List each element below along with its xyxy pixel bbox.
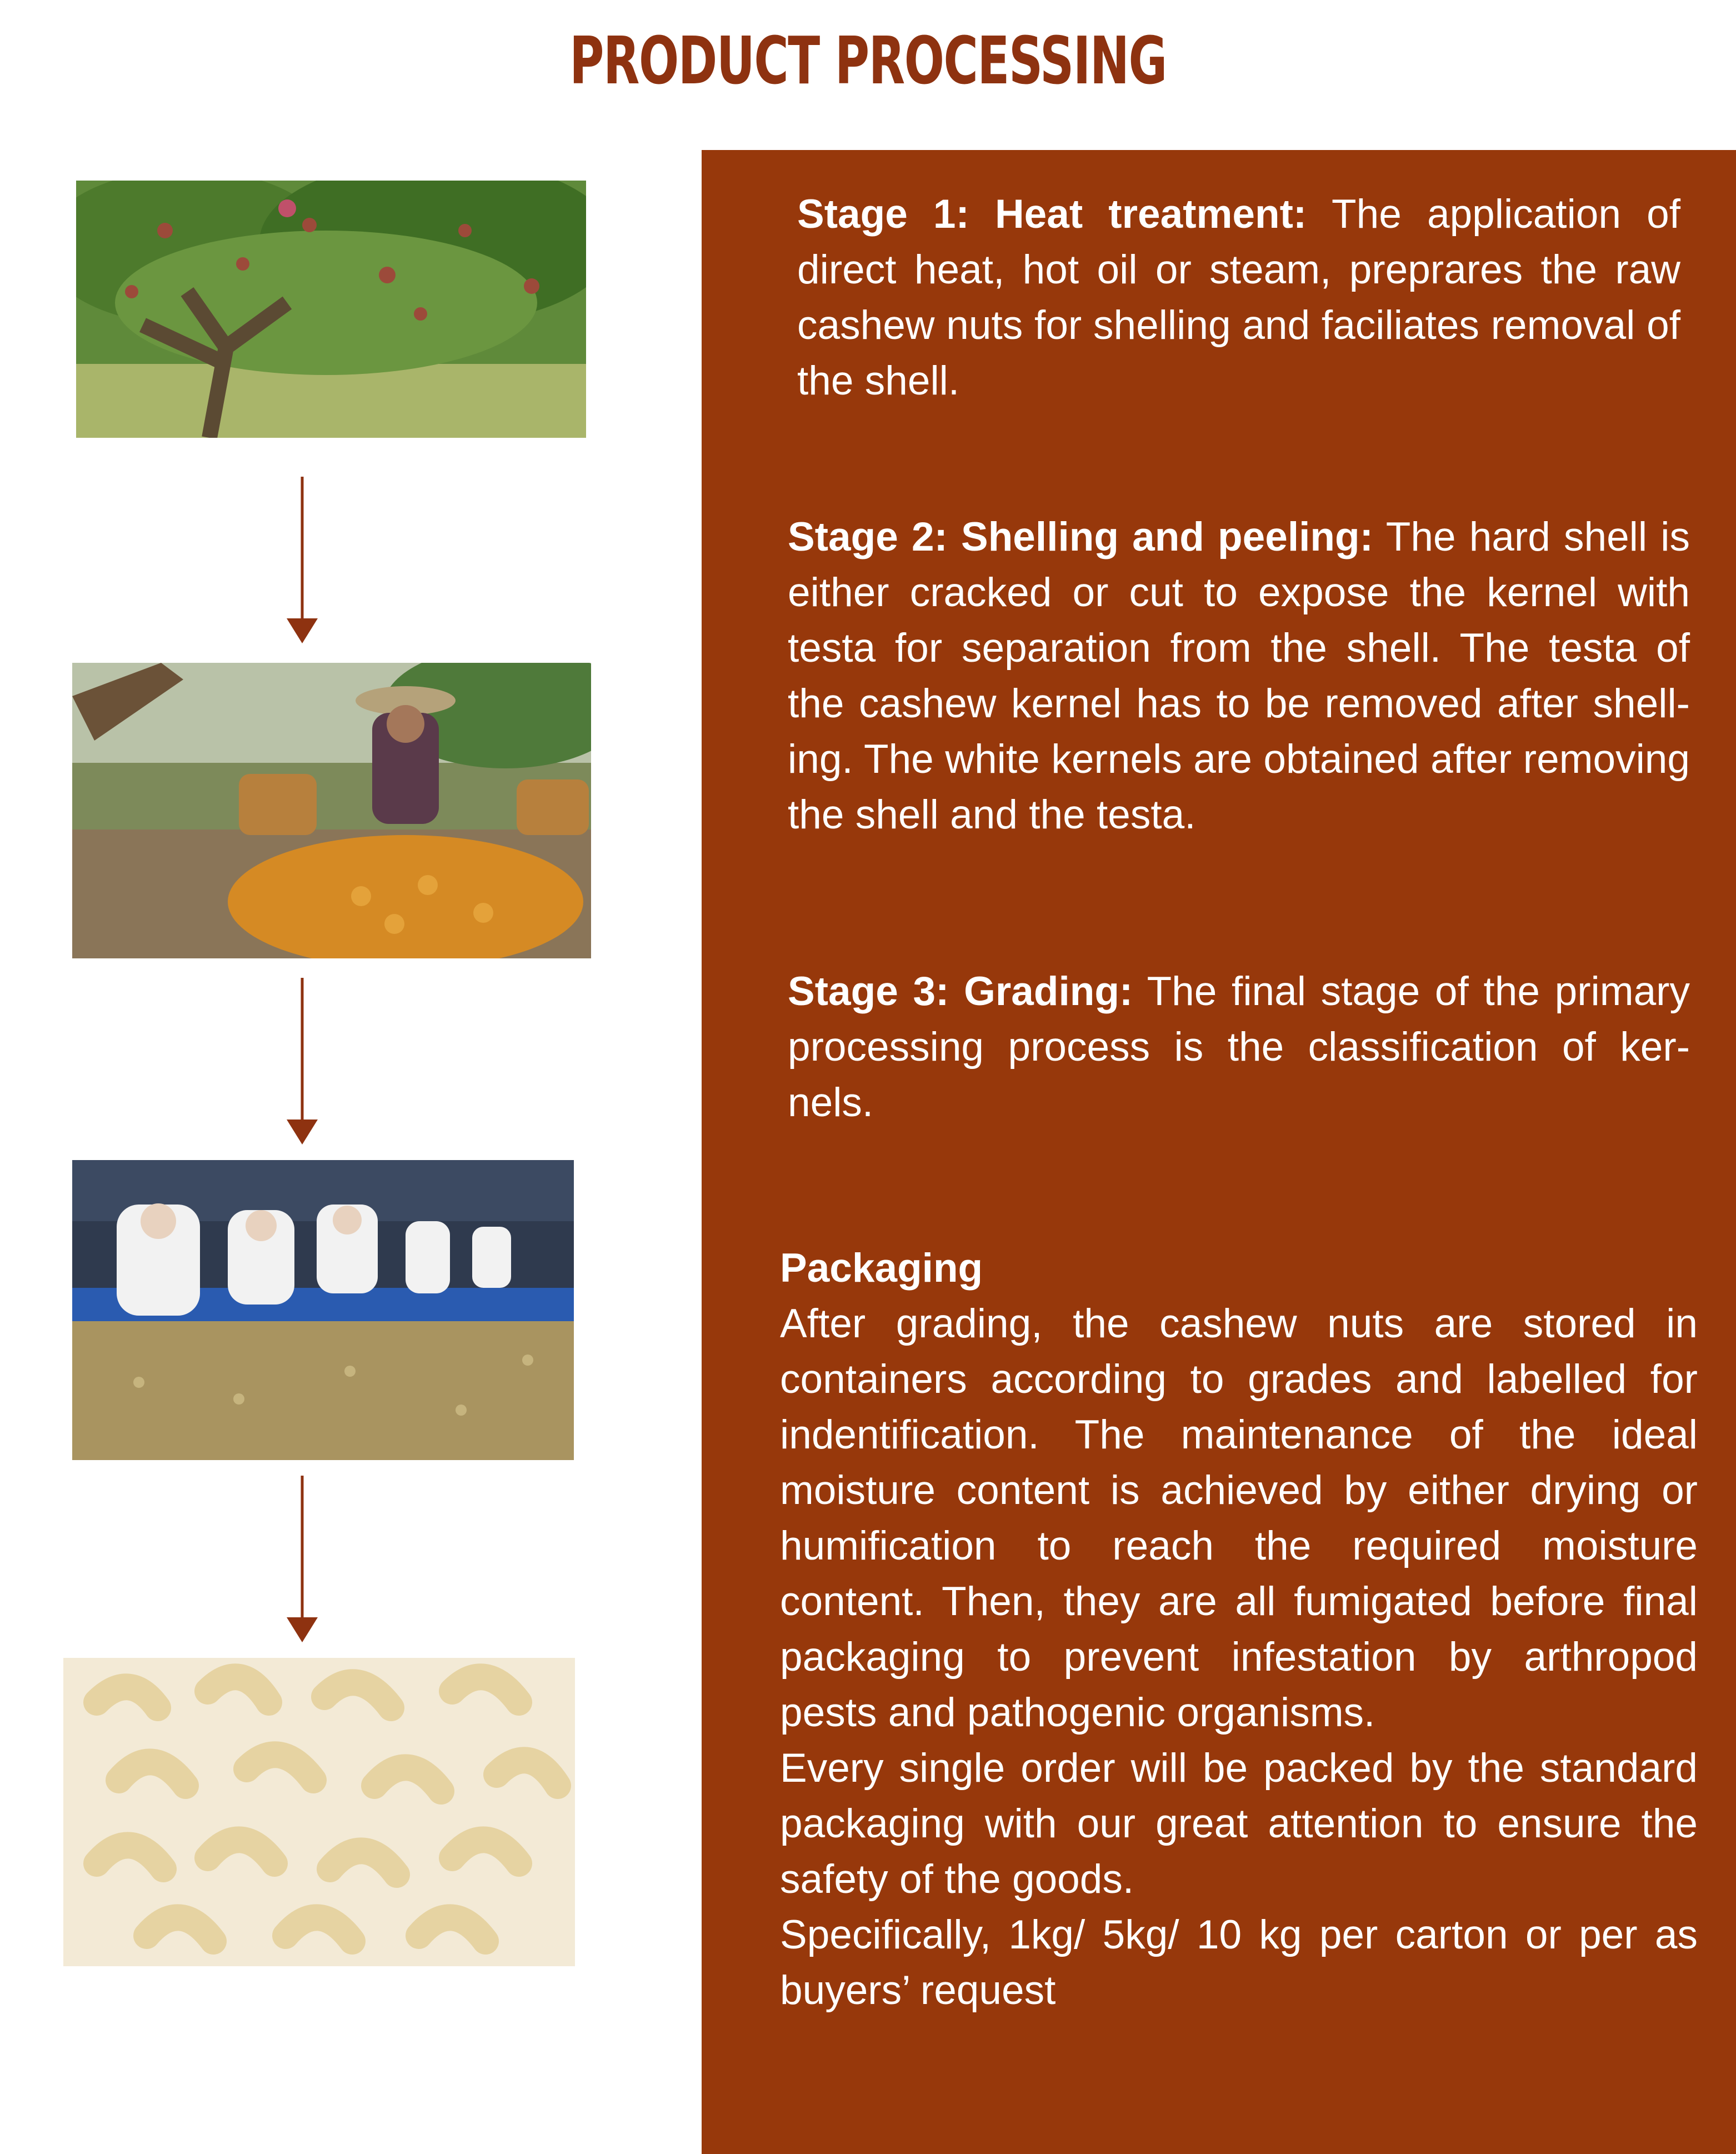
page-title: PRODUCT PROCESSING (569, 22, 1167, 99)
packaging-paragraph: After grading, the cashew nuts are stored in containers according to grades and labelled for indentification. The maintenance of the ideal moisture content is achieved by either drying or humification to reach the required moisture content. Then, they are all fumigated before final packaging to prevent infestation by arthropod pests and pathogenic organisms. (780, 1301, 1698, 1735)
stage-1-description (797, 187, 1680, 409)
stage-3-label: Stage 3: Grading: (788, 969, 1133, 1014)
stage-2-label: Stage 2: Shelling and peeling: (788, 514, 1373, 559)
packaging-paragraph: Every single order will be packed by the standard packaging with our great attention to ensure the safety of the goods. (780, 1746, 1698, 1902)
factory-workers-photo (72, 1160, 574, 1460)
packaging-paragraph: Specifically, 1kg/ 5kg/ 10 kg per carton or per as buyers’ request (780, 1912, 1698, 2013)
packaging-title: Packaging (780, 1246, 983, 1291)
cashew-tree-photo (76, 181, 586, 438)
flow-arrow-2 (286, 978, 319, 1145)
packaging-description (780, 1241, 1698, 2018)
stage-2-text: The hard shell is either cracked or cut to expose the kernel with testa for separation from the shell. The testa of the cashew kernel has to be removed after shell- ing. The white kernels are obtained after removing the shell and the testa. (788, 514, 1690, 837)
stage-1-label: Stage 1: Heat treatment: (797, 192, 1307, 237)
flow-arrow-3 (286, 1476, 319, 1642)
flow-arrow-1 (286, 477, 319, 643)
stage-1-text: The application of direct heat, hot oil or steam, preprares the raw cashew nuts for shelling and faciliates removal of the shell. (797, 192, 1681, 403)
stage-2-description (788, 509, 1690, 843)
cashew-harvest-photo (72, 663, 591, 958)
stage-3-text: The final stage of the primary processing process is the classification of ker- nels. (788, 969, 1690, 1125)
cashew-kernels-photo (63, 1658, 575, 1966)
stage-3-description (788, 964, 1690, 1131)
